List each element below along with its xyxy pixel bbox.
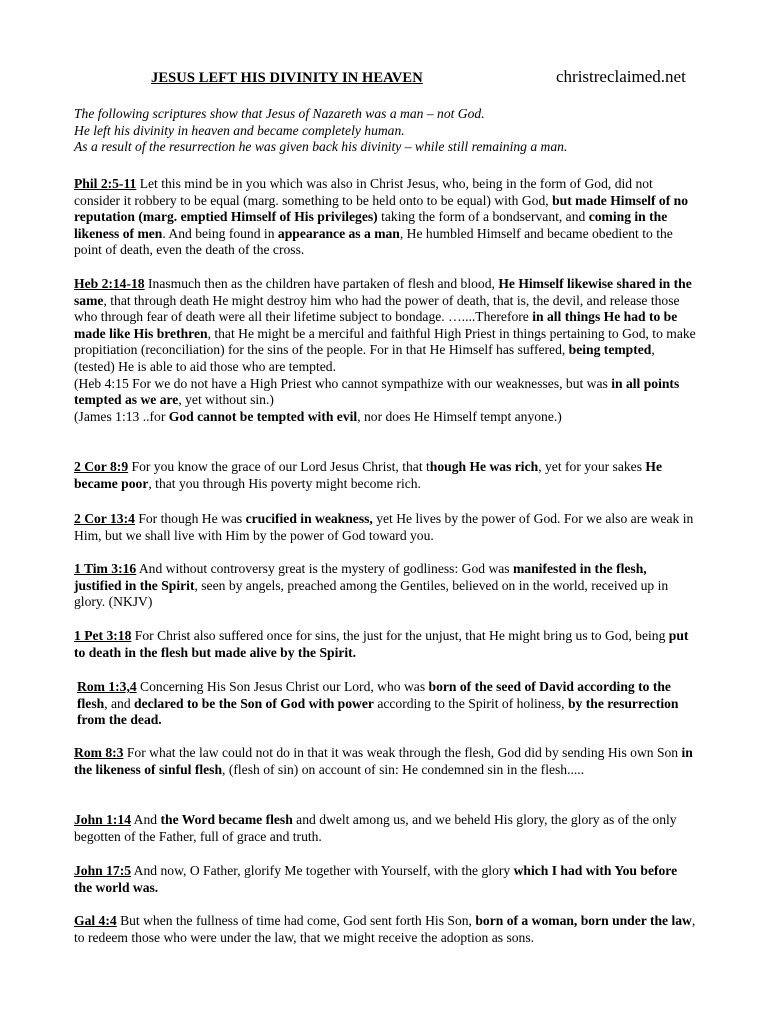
- verse-block-gal-4: [74, 913, 696, 946]
- scripture-reference: 1 Tim 3:16: [74, 561, 137, 576]
- scripture-text: And without controversy great is the mystery of godliness: God was: [136, 561, 513, 576]
- emphasized-text: put to death in the flesh but made alive by the Spirit.: [74, 628, 689, 660]
- emphasized-text: manifested in the flesh, justified in the Spirit: [74, 561, 647, 593]
- scripture-text: Let this mind be in you which was also in Christ Jesus, who, being in the form of God, did not consider it robbery to be equal (marg. something to be held onto to be equal) with God,: [74, 176, 653, 208]
- emphasized-text: but made Himself of no reputation (marg. emptied Himself of His privileges): [74, 192, 689, 225]
- scripture-text: . And being found in: [162, 225, 278, 241]
- scripture-text: (Heb 4:15 For we do not have a High Priest who cannot sympathize with our weaknesses, but was: [74, 375, 612, 391]
- scripture-text: Inasmuch then as the children have partaken of flesh and blood,: [144, 276, 499, 291]
- scripture-text: For though He was: [134, 511, 246, 526]
- scripture-text: , nor does He Himself tempt anyone.): [357, 408, 562, 424]
- emphasized-text: born of a woman, born under the law: [475, 913, 692, 928]
- emphasized-text: which I had with You before the world was.: [74, 863, 678, 895]
- scripture-reference: Rom 8:3: [74, 745, 124, 760]
- emphasized-text: hough He was rich: [429, 459, 539, 474]
- emphasized-text: declared to be the Son of God with power: [134, 695, 374, 711]
- emphasized-text: in the likeness of sinful flesh: [74, 745, 693, 777]
- scripture-reference: 1 Pet 3:18: [74, 628, 132, 643]
- emphasized-text: coming in the likeness of men: [74, 209, 668, 241]
- scripture-text: , and: [104, 695, 135, 711]
- scripture-text: and dwelt among us, and we beheld His glory, the glory as of the only begotten of the Father, full of grace and truth.: [74, 812, 677, 844]
- verse-block-heb-2: [74, 276, 696, 425]
- verse-block-rom-8: [74, 745, 696, 778]
- emphasized-text: born of the seed of David according to the flesh: [77, 679, 671, 711]
- scripture-text: And now, O Father, glorify Me together with Yourself, with the glory: [131, 863, 514, 878]
- scripture-text: And: [131, 812, 161, 827]
- scripture-text: For you know the grace of our Lord Jesus Christ, that t: [128, 459, 430, 474]
- verse-block-1-pet-3: [74, 628, 696, 661]
- scripture-text: For Christ also suffered once for sins, the just for the unjust, that He might bring us to God, being: [131, 628, 669, 643]
- scripture-reference: John 1:14: [74, 812, 132, 827]
- scripture-text: , to redeem those who were under the law, that we might receive the adoption as sons.: [74, 913, 696, 945]
- scripture-reference: Phil 2:5-11: [74, 176, 137, 191]
- emphasized-text: in all things He had to be made like His brethren: [74, 309, 678, 341]
- verse-block-2-cor-8: [74, 459, 696, 492]
- scripture-text: , (tested) He is able to aid those who are tempted.: [74, 342, 655, 374]
- emphasized-text: being tempted: [568, 342, 652, 358]
- verse-block-rom-1: [77, 679, 699, 729]
- emphasized-text: the Word became flesh: [160, 812, 293, 827]
- document-header: [0, 67, 768, 90]
- scripture-text: , yet for your sakes: [538, 459, 646, 474]
- scripture-text: , seen by angels, preached among the Gentiles, believed on in the world, received up in glory. (NKJV): [74, 577, 669, 610]
- document-title: JESUS LEFT HIS DIVINITY IN HEAVEN: [151, 70, 423, 86]
- scripture-text: Concerning His Son Jesus Christ our Lord, who was: [136, 679, 429, 694]
- emphasized-text: by the resurrection from the dead.: [77, 695, 679, 728]
- verse-block-john-17: [74, 863, 696, 896]
- scripture-text: according to the Spirit of holiness,: [373, 695, 568, 711]
- scripture-text: For what the law could not do in that it was weak through the flesh, God did by sending His own Son: [123, 745, 682, 760]
- scripture-text: taking the form of a bondservant, and: [377, 209, 589, 225]
- scripture-text: , yet without sin.): [178, 392, 274, 408]
- scripture-text: , He humbled Himself and became obedient to the point of death, even the death of the cross.: [74, 225, 673, 258]
- scripture-text: , that He might be a merciful and faithful High Priest in things pertaining to God, to make propitiation (reconciliation) for the sins of the people. For in that He Himself has suffered,: [74, 325, 696, 358]
- emphasized-text: God cannot be tempted with evil: [168, 408, 358, 424]
- intro-line: The following scriptures show that Jesus of Nazareth was a man – not God.: [74, 106, 485, 121]
- scripture-text: (James 1:13 ..for: [74, 408, 169, 424]
- intro-paragraph: [74, 106, 704, 156]
- emphasized-text: He became poor: [74, 459, 663, 491]
- scripture-text: But when the fullness of time had come, God sent forth His Son,: [116, 913, 476, 928]
- intro-line: He left his divinity in heaven and became completely human.: [74, 122, 405, 138]
- intro-line: As a result of the resurrection he was given back his divinity – while still remaining a man.: [74, 139, 568, 155]
- cross-reference-note: [74, 409, 696, 426]
- emphasized-text: appearance as a man: [277, 225, 400, 241]
- scripture-reference: 2 Cor 8:9: [74, 459, 129, 474]
- scripture-text: , (flesh of sin) on account of sin: He condemned sin in the flesh.....: [222, 761, 585, 777]
- scripture-reference: Gal 4:4: [74, 913, 117, 928]
- emphasized-text: in all points tempted as we are: [74, 375, 680, 408]
- verse-block-1-tim-3: [74, 561, 696, 611]
- site-name: christreclaimed.net: [556, 67, 686, 86]
- scripture-reference: 2 Cor 13:4: [74, 511, 135, 526]
- scripture-reference: Heb 2:14-18: [74, 276, 145, 291]
- scripture-reference: Rom 1:3,4: [77, 679, 137, 694]
- emphasized-text: He Himself likewise shared in the same: [74, 276, 692, 308]
- verse-block-2-cor-13: [74, 511, 696, 544]
- scripture-reference: John 17:5: [74, 863, 132, 878]
- verse-block-john-1: [74, 812, 696, 845]
- scripture-text: , that you through His poverty might become rich.: [148, 475, 421, 491]
- emphasized-text: crucified in weakness,: [245, 511, 373, 526]
- scripture-text: yet He lives by the power of God. For we also are weak in Him, but we shall live with Him by the power of God toward you.: [74, 511, 694, 543]
- cross-reference-note: [74, 376, 696, 409]
- scripture-text: , that through death He might destroy him who had the power of death, that is, the devil, and release those who through fear of death were all their lifetime subject to bondage. …....Therefore: [74, 292, 680, 325]
- verse-block-phil-2: [74, 176, 696, 259]
